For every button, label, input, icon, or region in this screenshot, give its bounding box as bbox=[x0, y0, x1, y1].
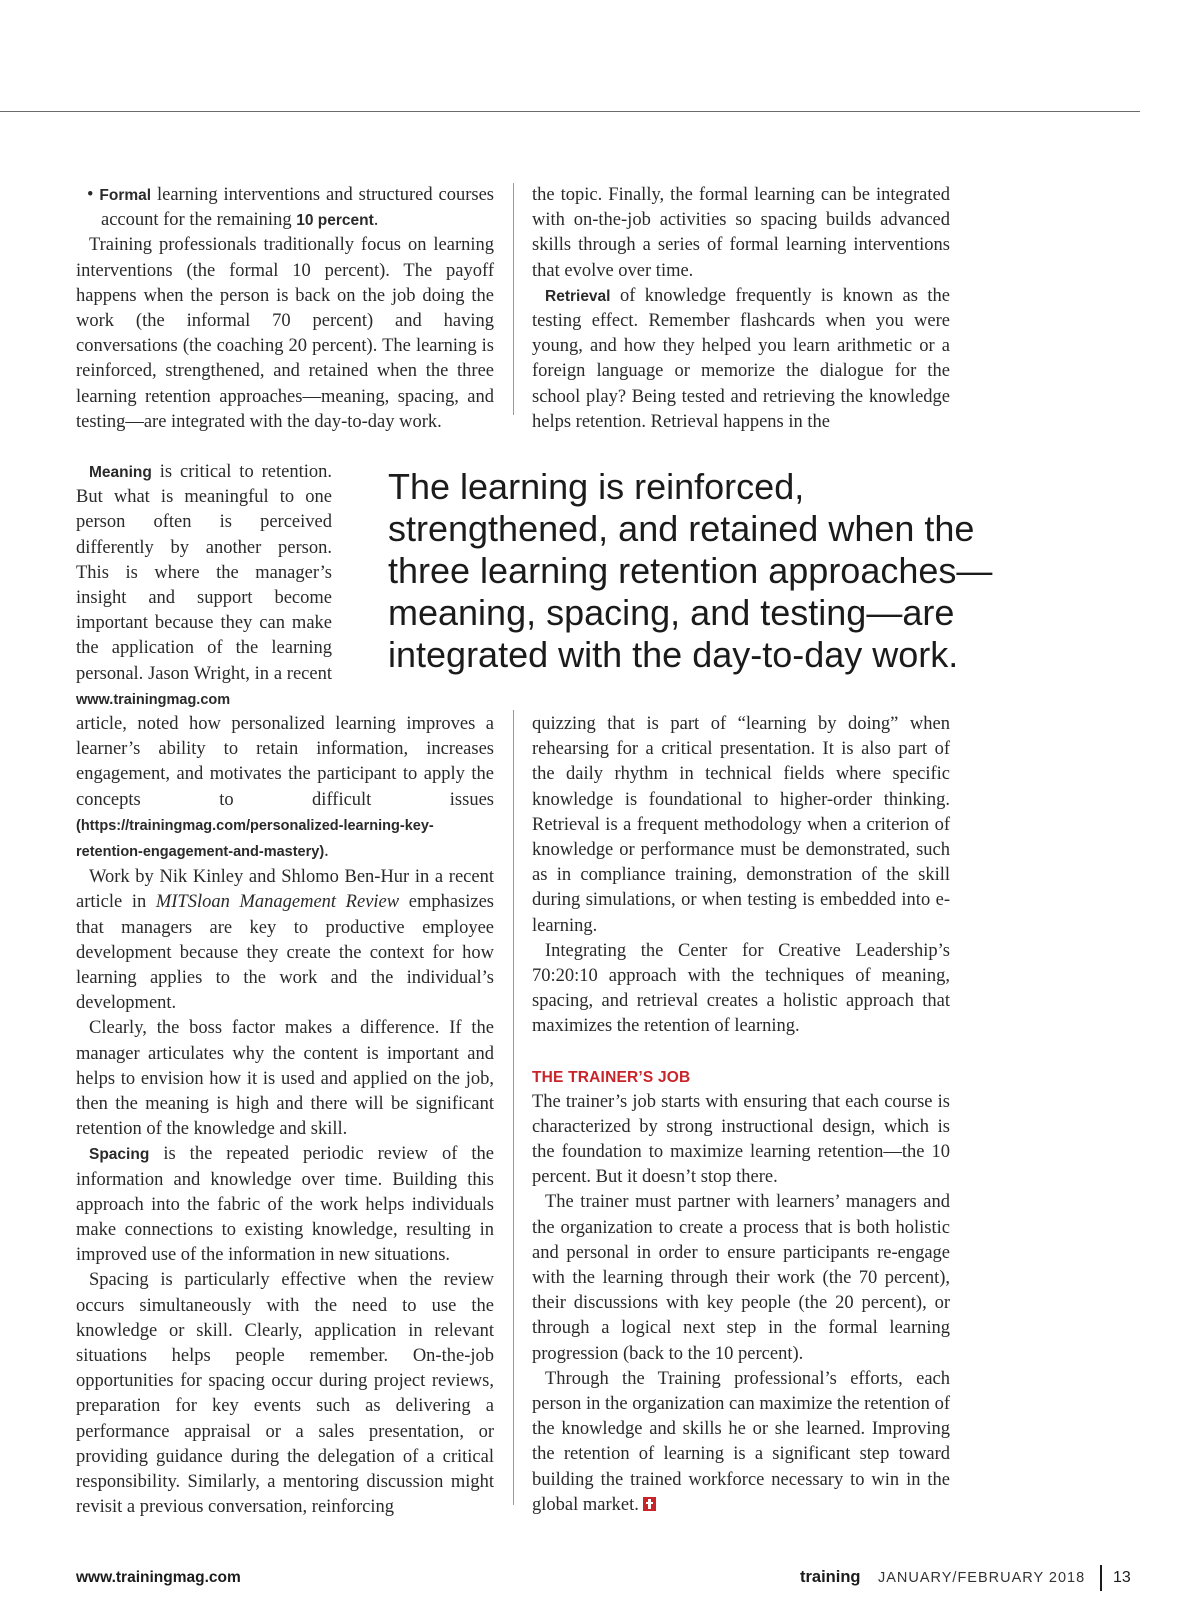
paragraph-training-professionals: Training professionals traditionally focus on learning interventions (the formal 10 percent). The payoff happens when the person is back on the job doing the work (the informal 70 percent) and having conversations (the coaching 20 percent). The learning is reinforced, strengthened, and retained when the three learning retention approaches—meaning, spacing, and testing—are integrated with the day-to-day work. bbox=[76, 235, 494, 432]
meaning-paragraph-narrow: Meaning is critical to retention. But what is meaningful to one person often is perceived differently by another person. This is where the manager’s insight and support become important because they can make the application of the learning personal. Jason Wright, in a recent www.trainingmag.com bbox=[76, 462, 332, 708]
paragraph-trainer-partner: The trainer must partner with learners’ managers and the organization to create a process that is both holistic and personal in order to ensure participants re-engage with the learning through their work (the 70 percent), their discussions with key people (the 20 percent), or through a logical next step in the formal learning progression (back to the 10 percent). bbox=[532, 1192, 950, 1364]
paragraph-through-efforts: Through the Training professional’s efforts, each person in the organization can maximize the retention of the knowledge and skills he or she learned. Improving the retention of learning is a significant step toward building the trained workforce necessary to win in the global market. bbox=[532, 1368, 950, 1515]
paragraph-quizzing: quizzing that is part of “learning by doing” when rehearsing for a critical presentation. It is also part of the daily rhythm in technical fields where specific knowledge is foundational to higher-order thinking. Retrieval is a frequent methodology when a criterion of knowledge or performance must be demonstrated, such as in compliance training, demonstration of the skill during simulations, or when testing is embedded into e-learning. bbox=[532, 714, 950, 936]
top-rule bbox=[0, 111, 1140, 112]
paragraph-trainers-job: The trainer’s job starts with ensuring that each course is characterized by strong instructional design, which is the foundation to maximize learning retention—the 10 percent. But it doesn’t stop there. bbox=[532, 1091, 950, 1188]
page-number: 13 bbox=[1113, 1569, 1131, 1586]
column-divider-top bbox=[513, 183, 514, 415]
end-of-article-icon bbox=[643, 1497, 656, 1511]
footer-issue-date: JANUARY/FEBRUARY 2018 bbox=[878, 1570, 1086, 1586]
keyword-spacing: Spacing bbox=[89, 1146, 150, 1164]
column-divider-bottom bbox=[513, 710, 514, 1505]
column-1-top bbox=[76, 183, 494, 435]
pull-quote: The learning is reinforced, strengthened, and retained when the three learning retention approaches— meaning, spacing, and testing—are integrated with the day-to-day work. bbox=[388, 466, 993, 675]
paragraph-integrating: Integrating the Center for Creative Leadership’s 70:20:10 approach with the techniques of meaning, spacing, and retrieval creates a holistic approach that maximizes the retention of learning. bbox=[532, 940, 950, 1037]
paragraph-work-by: Work by Nik Kinley and Shlomo Ben-Hur in a recent article in MITSloan Management Review emphasizes that managers are key to productive employee development because they create the context for how learning applies to the work and the individual’s development. bbox=[76, 867, 495, 1014]
keyword-formal: Formal bbox=[99, 187, 152, 204]
keyword-10-percent: 10 percent bbox=[296, 212, 374, 230]
paragraph-spacing: Spacing is the repeated periodic review of the information and knowledge over time. Building this approach into the fabric of the work helps individuals make connections to existing knowledge, resulting in improved use of the information in new situations. bbox=[76, 1144, 494, 1266]
article-url-link[interactable]: (https://trainingmag.com/personalized-learning-key-retention-engagement-and-mastery) bbox=[76, 817, 434, 861]
footer-folio bbox=[800, 1565, 1132, 1591]
journal-title: MITSloan Management Review bbox=[155, 892, 400, 913]
section-heading-trainers-job: THE TRAINER’S JOB bbox=[532, 1068, 691, 1086]
keyword-retrieval: Retrieval bbox=[545, 287, 611, 305]
website-link-inline[interactable]: www.trainingmag.com bbox=[76, 691, 231, 708]
bullet-formal: • Formal learning interventions and structured courses account for the remaining 10 percent. bbox=[87, 185, 494, 231]
keyword-meaning: Meaning bbox=[89, 464, 152, 481]
paragraph-retrieval: Retrieval of knowledge frequently is known as the testing effect. Remember flashcards when you were young, and how they helped you learn arithmetic or a foreign language or memorize the dialogue for the school play? Being tested and retrieving the knowledge helps retention. Retrieval happens in the bbox=[532, 285, 950, 432]
footer-website[interactable]: www.trainingmag.com bbox=[76, 1569, 241, 1586]
column-1-bottom: article, noted how personalized learning improves a learner’s ability to retain information, increases engagement, and motivates the participant to apply the concepts to difficult issues (https://trainingmag.com/personalized-learning-key-retention-engagement-and-mastery). Work by Nik Kinley and Shlomo Ben-Hur in a recent article in MITSloan Management Review emphasizes that managers are key to productive employee development because they create the context for how learning applies to the work and the individual’s development. Clearly, the boss factor makes a difference. If the manager articulates why the content is important and helps to envision how it is used and applied on the job, then the meaning is high and there will be significant retention of the knowledge and skill. Spacing is the repeated periodic review of the information and knowledge over time. Building this approach into the fabric of the work helps individuals make connections to existing knowledge, resulting in improved use of the information in new situations. Spacing is particularly effective when the review occurs simultaneously with the need to use the knowledge or skill. Clearly, application in relevant situations helps people remember. On-the-job opportunities for spacing occur during project reviews, preparation for key events such as delivering a performance appraisal or a sales presentation, or providing guidance during the delegation of a critical responsibility. Similarly, a mentoring discussion might revisit a previous conversation, reinforcing bbox=[76, 712, 494, 1521]
paragraph-boss-factor: Clearly, the boss factor makes a difference. If the manager articulates why the content is important and helps to envision how it is used and applied on the job, then the meaning is high and there will be significant retention of the knowledge and skill. bbox=[76, 1018, 494, 1140]
footer-divider bbox=[1100, 1565, 1102, 1591]
paragraph-spacing-effective: Spacing is particularly effective when the review occurs simultaneously with the need to use the knowledge or skill. Clearly, application in relevant situations helps people remember. On-the-job opportunities for spacing occur during project reviews, preparation for key events such as delivering a performance appraisal or a sales presentation, or providing guidance during the delegation of a critical responsibility. Similarly, a mentoring discussion might revisit a previous conversation, reinforcing bbox=[76, 1270, 494, 1518]
footer-brand: training bbox=[800, 1568, 861, 1586]
paragraph-topic-continuation: the topic. Finally, the formal learning can be integrated with on-the-job activities so spacing builds advanced skills through a series of formal learning interventions that evolve over time. bbox=[532, 185, 950, 281]
column-2-bottom bbox=[532, 712, 950, 1518]
column-2-top bbox=[532, 183, 950, 435]
